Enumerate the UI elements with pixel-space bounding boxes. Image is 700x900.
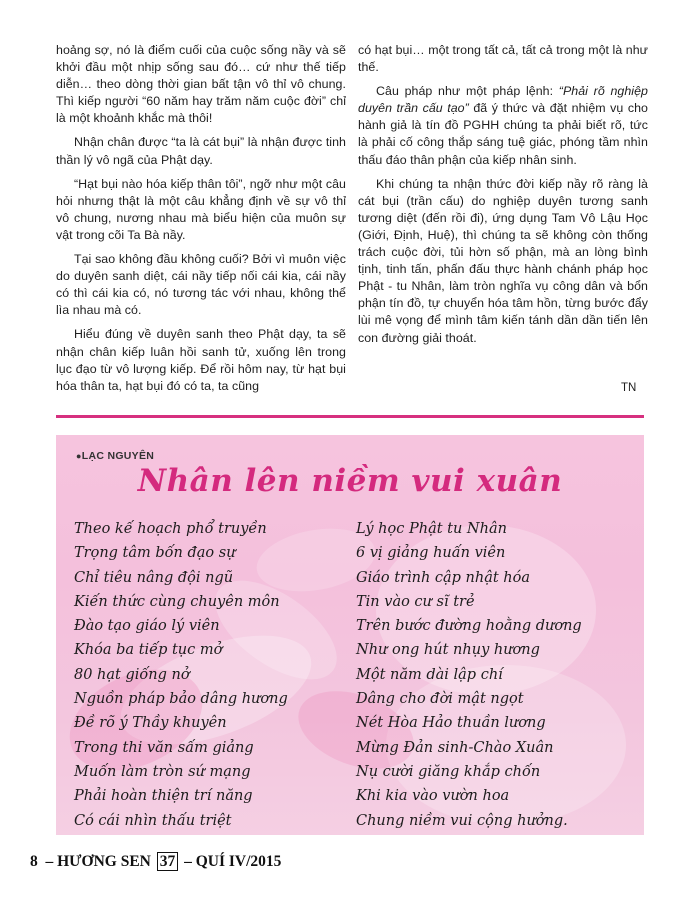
article-column-right: [358, 42, 648, 354]
article-paragraph: Hiểu đúng về duyên sanh theo Phật dạy, ta sẽ nhận chân kiếp luân hồi sanh tử, xuống lên trong lục đạo từ vô lượng kiếp. Để rồi hôm nay, từ hạt bụi hóa thân ta, hạt bụi đó có ta, ta cũng: [56, 327, 346, 393]
poem-line: Phải hoàn thiện trí năng: [74, 788, 253, 805]
poem-line: Trong thi văn sấm giảng: [74, 739, 254, 756]
poem-line: Muốn làm tròn sứ mạng: [74, 763, 251, 780]
poem-line: Khóa ba tiếp tục mở: [74, 642, 223, 659]
paragraph-text: Câu pháp như một pháp lệnh:: [376, 84, 559, 99]
poem-line: Trọng tâm bốn đạo sự: [74, 545, 236, 562]
poem-line: Dâng cho đời mật ngọt: [356, 691, 524, 708]
article-signature: TN: [621, 382, 637, 394]
issue-period: – QUÍ IV/2015: [184, 853, 282, 870]
poem-line: Một năm dài lập chí: [356, 666, 503, 683]
poem-line: Tin vào cư sĩ trẻ: [356, 593, 475, 610]
bullet-icon: ●: [76, 451, 82, 461]
article-paragraph: Tại sao không đầu không cuối? Bởi vì muôn việc do duyên sanh diệt, cái nầy tiếp nối cái kia, cái nầy có thì cái kia có, nó tương tác với nhau, không thể lìa nhau mà có.: [56, 252, 346, 318]
poem-line: 6 vị giảng huấn viên: [356, 545, 506, 562]
article-paragraph: [358, 83, 648, 168]
poem-column-right: [356, 517, 582, 833]
poem-line: Như ong hút nhụy hương: [356, 642, 540, 659]
article-paragraph: hoảng sợ, nó là điểm cuối của cuộc sống nầy và sẽ khởi đầu một nhịp sống sau đó… cứ như thế tiếp diễn… theo dòng thời gian bất tận vô thỉ vô chung. Thì kiếp người “60 năm hay trăm năm cuộc đời” chỉ là một khoảnh khắc mà thôi!: [56, 43, 346, 126]
poem-line: Giáo trình cập nhật hóa: [356, 569, 531, 586]
poem-line: Mừng Đản sinh-Chào Xuân: [356, 739, 554, 756]
author-name: LẠC NGUYÊN: [81, 450, 155, 462]
article-paragraph: “Hạt bụi nào hóa kiếp thân tôi”, ngỡ như một câu hỏi nhưng thật là một câu khẳng định về sự vô thỉ vô chung, nương nhau mà biểu hiện của muôn sự vật trong cõi Ta Bà nầy.: [56, 176, 346, 242]
poem-panel: [56, 435, 644, 835]
poem-line: 80 hạt giống nở: [74, 666, 190, 683]
poem-title: Nhân lên niềm vui xuân: [137, 463, 563, 499]
article-paragraph: có hạt bụi… một trong tất cả, tất cả trong một là như thế.: [358, 43, 648, 75]
poem-line: Chỉ tiêu nâng đội ngũ: [74, 569, 234, 586]
paragraph-text: đã ý thức và đặt nhiệm vụ cho hành giả là tín đồ PGHH chúng ta phải biết rõ, tức là phải cố công thắp sáng tuệ giác, phóng tầm nhìn thấu đáo thân phận của kiếp nhân sinh.: [358, 101, 649, 167]
issue-number: 37: [157, 852, 179, 871]
page-number: 8: [30, 853, 38, 870]
section-divider: [56, 415, 644, 418]
article-paragraph: Nhận chân được “ta là cát bụi” là nhận được tinh thần lý vô ngã của Phật dạy.: [56, 135, 346, 167]
poem-line: Khi kia vào vườn hoa: [356, 788, 510, 805]
article-column-left: [56, 42, 346, 402]
poem-line: Có cái nhìn thấu triệt: [74, 812, 232, 829]
poem-line: Nét Hòa Hảo thuần lương: [356, 715, 546, 732]
poem-line: Chung niềm vui cộng hưởng.: [356, 812, 568, 829]
poem-line: Theo kế hoạch phổ truyền: [74, 521, 267, 537]
poem-column-left: [74, 517, 288, 833]
poem-line: Trên bước đường hoằng dương: [356, 618, 582, 635]
poem-line: Đề rõ ý Thầy khuyên: [74, 715, 227, 732]
magazine-name: – HƯƠNG SEN: [45, 853, 151, 870]
poem-line: Nụ cười giăng khắp chốn: [356, 763, 541, 780]
quoted-verse: “Phải rõ nghiệp duyên trần cấu tạo”: [358, 84, 648, 116]
poem-line: Lý học Phật tu Nhân: [356, 521, 507, 537]
poem-line: Nguồn pháp bảo dâng hương: [74, 691, 288, 708]
poem-author: [76, 450, 154, 462]
article-paragraph: Khi chúng ta nhận thức đời kiếp nầy rõ ràng là cát bụi (trần cấu) do nghiệp duyên tương sanh tương diệt (đến rồi đi), ứng dụng Tam Vô Lậu Học (Giới, Định, Huệ), thì chúng ta sẽ không còn thống trách cuộc đời, tủi hờn số phận, mà an lòng bình tịnh, tinh tấn, phấn đấu thực hành chánh pháp học Phật - tu Nhân, làm tròn nghĩa vụ công dân và bổn phận tín đồ, tự chuyển hóa tâm hồn, từng bước đẩy lùi mê vọng để mình tâm kiến tánh dần dần tiến lên con đường giải thoát.: [358, 176, 648, 345]
poem-line: Đào tạo giáo lý viên: [74, 618, 220, 635]
page-footer: [30, 853, 281, 871]
poem-line: Kiến thức cùng chuyên môn: [74, 593, 280, 610]
